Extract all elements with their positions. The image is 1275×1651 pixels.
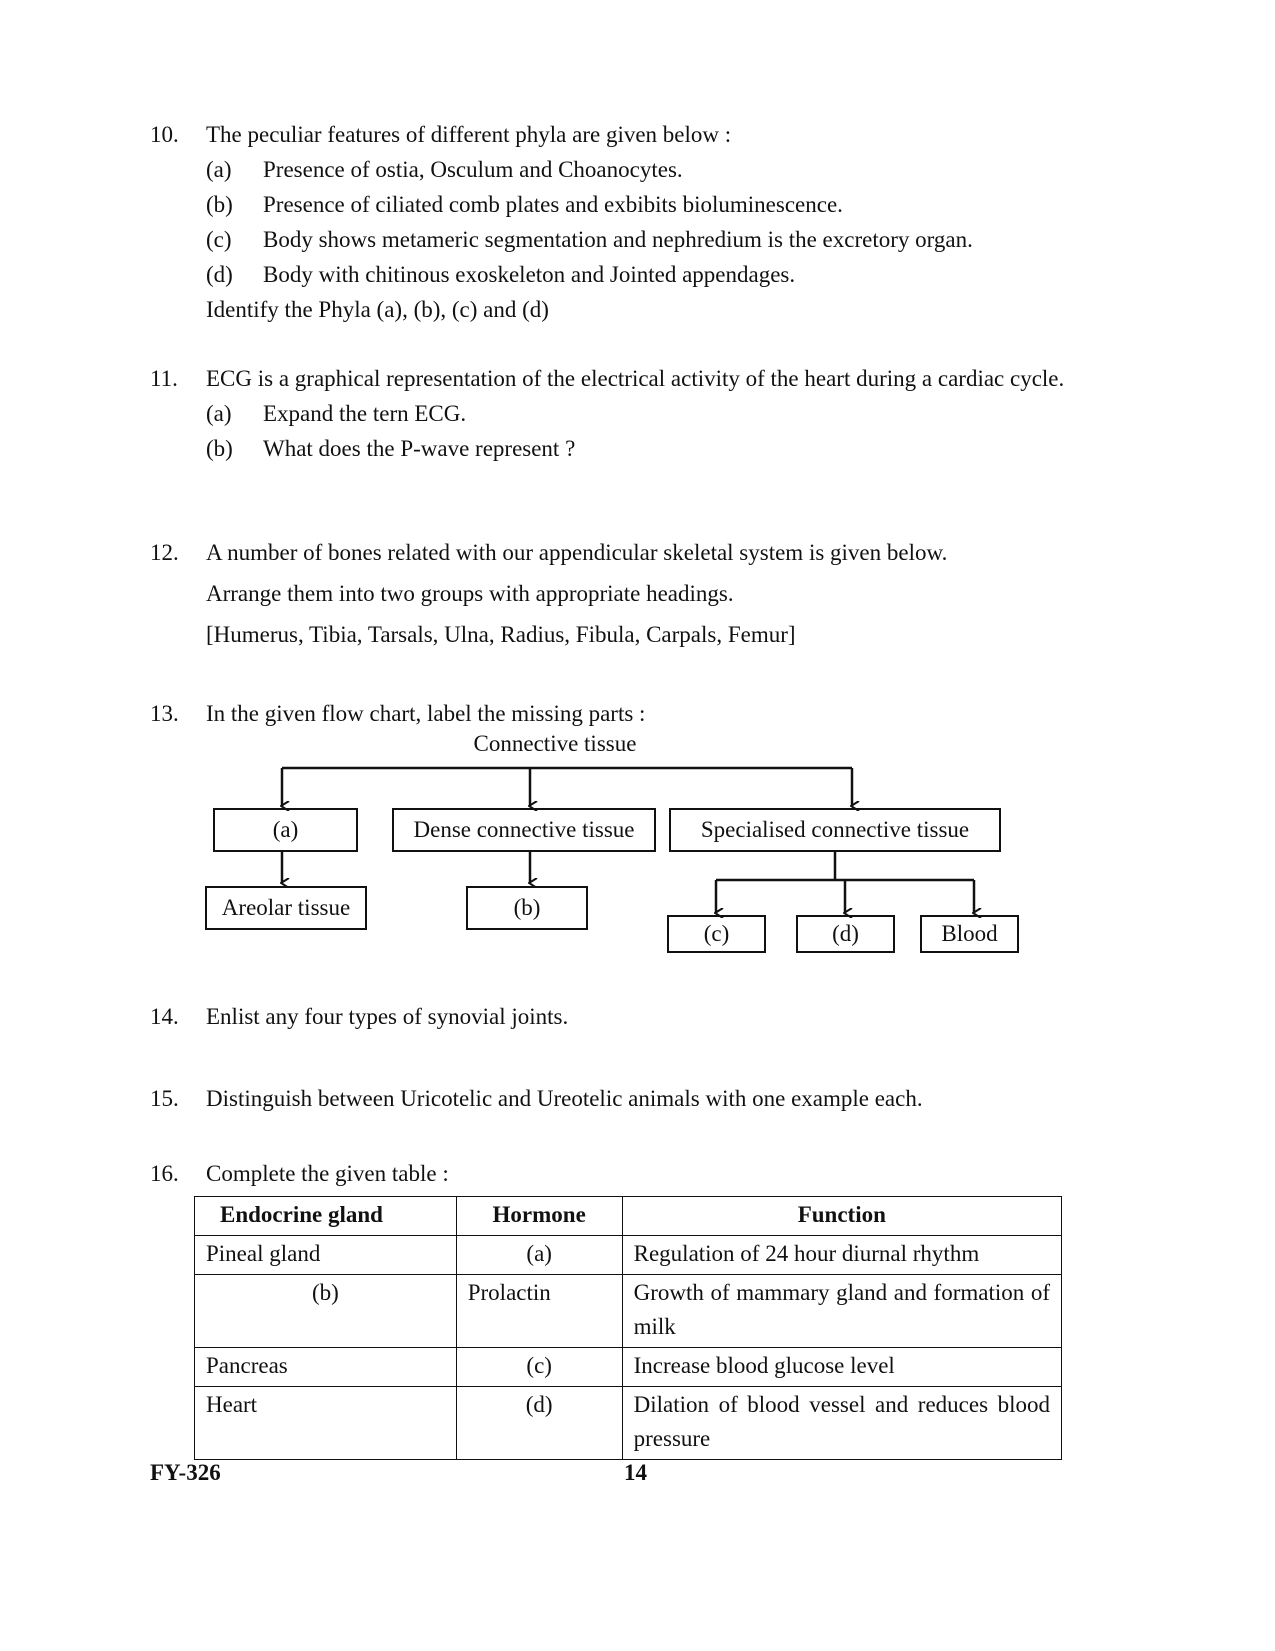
- table-header: Hormone: [456, 1197, 622, 1236]
- question-number: 12.: [150, 540, 179, 565]
- question-text: Arrange them into two groups with appropriate headings.: [206, 581, 734, 606]
- bone-list: [Humerus, Tibia, Tarsals, Ulna, Radius, Fibula, Carpals, Femur]: [206, 622, 796, 647]
- table-row: [195, 1275, 1062, 1348]
- question-text: Distinguish between Uricotelic and Ureotelic animals with one example each.: [206, 1086, 923, 1111]
- question-number: 11.: [150, 366, 178, 391]
- sub-item-text: Body shows metameric segmentation and nephredium is the excretory organ.: [263, 227, 973, 252]
- sub-item-label: (d): [206, 262, 233, 287]
- question-instruction: Identify the Phyla (a), (b), (c) and (d): [206, 297, 549, 322]
- table-row: [195, 1387, 1062, 1460]
- table-cell: Regulation of 24 hour diurnal rhythm: [622, 1236, 1061, 1275]
- table-row: [195, 1348, 1062, 1387]
- flowchart-box-areolar: Areolar tissue: [205, 886, 367, 930]
- table-header: Function: [622, 1197, 1061, 1236]
- table-cell: Prolactin: [456, 1275, 622, 1348]
- endocrine-table: [194, 1196, 1062, 1460]
- question-text: Enlist any four types of synovial joints.: [206, 1004, 569, 1029]
- flowchart-box-dense: Dense connective tissue: [392, 808, 656, 852]
- page-number: 14: [624, 1460, 647, 1485]
- table-cell: (b): [195, 1275, 457, 1348]
- table-cell: (d): [456, 1387, 622, 1460]
- sub-item-text: Presence of ostia, Osculum and Choanocytes.: [263, 157, 683, 182]
- paper-code: FY-326: [150, 1460, 221, 1485]
- table-cell: Increase blood glucose level: [622, 1348, 1061, 1387]
- flowchart-box-c: (c): [667, 915, 766, 953]
- sub-item-text: Body with chitinous exoskeleton and Jointed appendages.: [263, 262, 796, 287]
- question-number: 16.: [150, 1161, 179, 1186]
- question-14: [150, 1000, 1110, 1034]
- table-cell: Heart: [195, 1387, 457, 1460]
- question-text: Complete the given table :: [206, 1161, 449, 1186]
- table-cell: (c): [456, 1348, 622, 1387]
- flowchart-box-specialised: Specialised connective tissue: [669, 808, 1001, 852]
- table-header-row: [195, 1197, 1062, 1236]
- table-header: Endocrine gland: [195, 1197, 457, 1236]
- sub-item-label: (c): [206, 227, 232, 252]
- question-text: ECG is a graphical representation of the electrical activity of the heart during a cardiac cycle.: [206, 366, 1065, 391]
- flowchart-box-d: (d): [796, 915, 895, 953]
- table-cell: Pancreas: [195, 1348, 457, 1387]
- sub-item-label: (b): [206, 436, 233, 461]
- question-number: 15.: [150, 1086, 179, 1111]
- sub-item-text: Expand the tern ECG.: [263, 401, 467, 426]
- flowchart-box-b: (b): [466, 886, 588, 930]
- sub-item-text: Presence of ciliated comb plates and exbibits bioluminescence.: [263, 192, 843, 217]
- flowchart-root-label: Connective tissue: [473, 731, 637, 756]
- question-number: 13.: [150, 701, 179, 726]
- question-16: [150, 1157, 1110, 1191]
- question-text: The peculiar features of different phyla are given below :: [206, 122, 732, 147]
- sub-item-text: What does the P-wave represent ?: [263, 436, 576, 461]
- flowchart-box-blood: Blood: [920, 915, 1019, 953]
- table-row: [195, 1236, 1062, 1275]
- table-cell: Pineal gland: [195, 1236, 457, 1275]
- question-15: [150, 1082, 1110, 1116]
- sub-item-label: (b): [206, 192, 233, 217]
- sub-item-label: (a): [206, 157, 232, 182]
- flowchart-box-a: (a): [213, 808, 358, 852]
- table-cell: Growth of mammary gland and formation of milk: [622, 1275, 1061, 1348]
- question-number: 10.: [150, 122, 179, 147]
- question-text: In the given flow chart, label the missing parts :: [206, 701, 646, 726]
- table-cell: Dilation of blood vessel and reduces blood pressure: [622, 1387, 1061, 1460]
- sub-item-label: (a): [206, 401, 232, 426]
- question-number: 14.: [150, 1004, 179, 1029]
- table-cell: (a): [456, 1236, 622, 1275]
- question-text: A number of bones related with our appendicular skeletal system is given below.: [206, 540, 948, 565]
